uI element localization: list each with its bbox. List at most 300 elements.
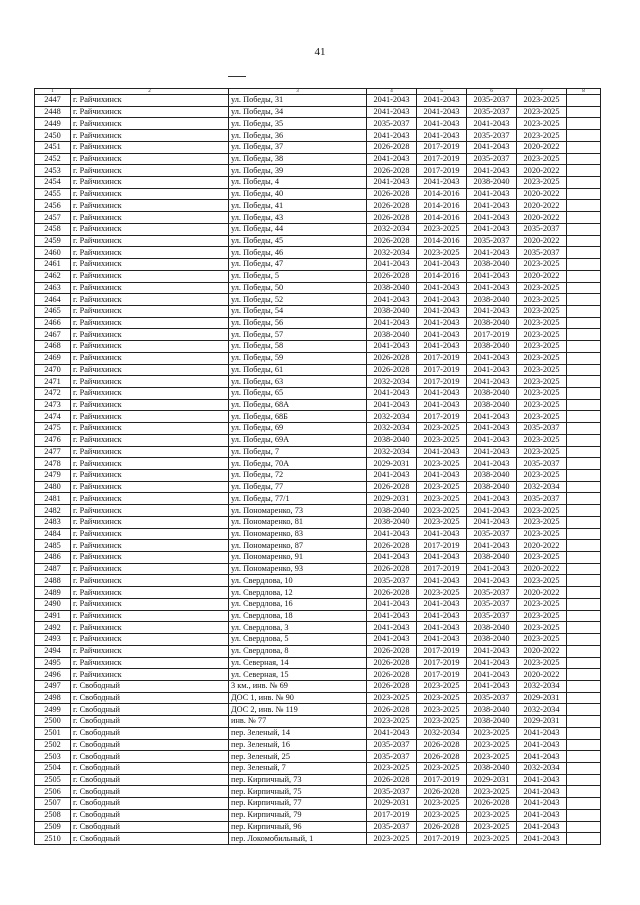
period-col6: 2035-2037 (467, 528, 517, 540)
period-col6: 2041-2043 (467, 223, 517, 235)
period-col6: 2038-2040 (467, 704, 517, 716)
period-col5: 2026-2028 (417, 739, 467, 751)
period-col5: 2023-2025 (417, 716, 467, 728)
col8-empty (567, 387, 601, 399)
table-row (35, 259, 601, 271)
period-col4: 2026-2028 (367, 200, 417, 212)
col8-empty (567, 481, 601, 493)
col8-empty (567, 563, 601, 575)
period-col6: 2038-2040 (467, 387, 517, 399)
settlement: г. Райчихинск (71, 446, 229, 458)
period-col4: 2038-2040 (367, 329, 417, 341)
settlement: г. Райчихинск (71, 270, 229, 282)
period-col4: 2035-2037 (367, 786, 417, 798)
period-col6: 2041-2043 (467, 141, 517, 153)
col8-empty (567, 786, 601, 798)
col8-empty (567, 540, 601, 552)
period-col7: 2023-2025 (517, 130, 567, 142)
col8-empty (567, 259, 601, 271)
settlement: г. Райчихинск (71, 598, 229, 610)
period-col7: 2023-2025 (517, 411, 567, 423)
table-row (35, 821, 601, 833)
settlement: г. Райчихинск (71, 212, 229, 224)
row-number: 2490 (35, 598, 71, 610)
settlement: г. Райчихинск (71, 481, 229, 493)
col8-empty (567, 634, 601, 646)
period-col4: 2041-2043 (367, 341, 417, 353)
table-row (35, 130, 601, 142)
period-col5: 2023-2025 (417, 692, 467, 704)
row-number: 2508 (35, 809, 71, 821)
address: ул. Победы, 61 (229, 364, 367, 376)
period-col6: 2041-2043 (467, 423, 517, 435)
row-number: 2463 (35, 282, 71, 294)
settlement: г. Райчихинск (71, 95, 229, 107)
address: ул. Победы, 68Б (229, 411, 367, 423)
period-col5: 2041-2043 (417, 317, 467, 329)
period-col6: 2038-2040 (467, 481, 517, 493)
address: ул. Победы, 47 (229, 259, 367, 271)
settlement: г. Свободный (71, 716, 229, 728)
period-col5: 2017-2019 (417, 411, 467, 423)
table-row (35, 727, 601, 739)
address: ул. Победы, 4 (229, 177, 367, 189)
table-row (35, 446, 601, 458)
period-col7: 2023-2025 (517, 575, 567, 587)
row-number: 2495 (35, 657, 71, 669)
address: ул. Победы, 52 (229, 294, 367, 306)
row-number: 2502 (35, 739, 71, 751)
col8-empty (567, 423, 601, 435)
table-row (35, 716, 601, 728)
period-col4: 2041-2043 (367, 294, 417, 306)
table-row (35, 481, 601, 493)
col8-empty (567, 704, 601, 716)
address: ул. Победы, 31 (229, 95, 367, 107)
period-col4: 2026-2028 (367, 540, 417, 552)
row-number: 2459 (35, 235, 71, 247)
address: ул. Победы, 41 (229, 200, 367, 212)
table-row (35, 774, 601, 786)
table-row (35, 563, 601, 575)
period-col5: 2014-2016 (417, 235, 467, 247)
period-col4: 2017-2019 (367, 809, 417, 821)
table-row (35, 305, 601, 317)
table-row (35, 575, 601, 587)
period-col7: 2023-2025 (517, 657, 567, 669)
period-col7: 2023-2025 (517, 341, 567, 353)
row-number: 2500 (35, 716, 71, 728)
period-col5: 2041-2043 (417, 634, 467, 646)
row-number: 2456 (35, 200, 71, 212)
settlement: г. Свободный (71, 762, 229, 774)
period-col6: 2038-2040 (467, 470, 517, 482)
period-col5: 2041-2043 (417, 329, 467, 341)
period-col7: 2023-2025 (517, 505, 567, 517)
column-number: 6 (467, 89, 517, 95)
address: пер. Кирпичный, 75 (229, 786, 367, 798)
col8-empty (567, 657, 601, 669)
period-col7: 2041-2043 (517, 774, 567, 786)
period-col4: 2026-2028 (367, 704, 417, 716)
period-col7: 2023-2025 (517, 376, 567, 388)
period-col7: 2023-2025 (517, 317, 567, 329)
period-col5: 2017-2019 (417, 833, 467, 845)
period-col4: 2041-2043 (367, 552, 417, 564)
row-number: 2464 (35, 294, 71, 306)
col8-empty (567, 751, 601, 763)
period-col7: 2023-2025 (517, 329, 567, 341)
period-col6: 2038-2040 (467, 716, 517, 728)
row-number: 2451 (35, 141, 71, 153)
period-col6: 2041-2043 (467, 247, 517, 259)
period-col6: 2038-2040 (467, 552, 517, 564)
period-col5: 2017-2019 (417, 540, 467, 552)
period-col4: 2041-2043 (367, 727, 417, 739)
period-col4: 2041-2043 (367, 317, 417, 329)
period-col5: 2017-2019 (417, 645, 467, 657)
settlement: г. Райчихинск (71, 657, 229, 669)
period-col4: 2026-2028 (367, 774, 417, 786)
row-number: 2469 (35, 352, 71, 364)
address: ул. Победы, 40 (229, 188, 367, 200)
address: ул. Свердлова, 12 (229, 587, 367, 599)
col8-empty (567, 552, 601, 564)
row-number: 2491 (35, 610, 71, 622)
address: пер. Кирпичный, 96 (229, 821, 367, 833)
period-col5: 2014-2016 (417, 200, 467, 212)
col8-empty (567, 364, 601, 376)
period-col5: 2041-2043 (417, 399, 467, 411)
period-col6: 2035-2037 (467, 587, 517, 599)
address: ул. Победы, 45 (229, 235, 367, 247)
period-col4: 2038-2040 (367, 505, 417, 517)
col8-empty (567, 669, 601, 681)
table-row (35, 341, 601, 353)
row-number: 2485 (35, 540, 71, 552)
col8-empty (567, 317, 601, 329)
period-col7: 2023-2025 (517, 294, 567, 306)
settlement: г. Райчихинск (71, 223, 229, 235)
settlement: г. Райчихинск (71, 200, 229, 212)
row-number: 2504 (35, 762, 71, 774)
period-col5: 2041-2043 (417, 622, 467, 634)
address: ул. Пономаренко, 83 (229, 528, 367, 540)
settlement: г. Райчихинск (71, 118, 229, 130)
table-row (35, 270, 601, 282)
period-col7: 2041-2043 (517, 727, 567, 739)
period-col6: 2041-2043 (467, 669, 517, 681)
settlement: г. Райчихинск (71, 247, 229, 259)
table-row (35, 680, 601, 692)
period-col6: 2041-2043 (467, 434, 517, 446)
table-row (35, 200, 601, 212)
table-row (35, 352, 601, 364)
period-col5: 2041-2043 (417, 598, 467, 610)
period-col7: 2020-2022 (517, 669, 567, 681)
period-col7: 2032-2034 (517, 680, 567, 692)
period-col4: 2026-2028 (367, 165, 417, 177)
period-col6: 2041-2043 (467, 575, 517, 587)
period-col7: 2023-2025 (517, 622, 567, 634)
table-row (35, 610, 601, 622)
address: ул. Победы, 50 (229, 282, 367, 294)
period-col7: 2023-2025 (517, 118, 567, 130)
period-col5: 2023-2025 (417, 505, 467, 517)
table-row (35, 692, 601, 704)
column-number: 7 (517, 89, 567, 95)
row-number: 2479 (35, 470, 71, 482)
row-number: 2478 (35, 458, 71, 470)
row-number: 2507 (35, 798, 71, 810)
table-row (35, 622, 601, 634)
address: ул. Победы, 36 (229, 130, 367, 142)
col8-empty (567, 680, 601, 692)
table-row (35, 657, 601, 669)
table-row (35, 493, 601, 505)
period-col5: 2023-2025 (417, 587, 467, 599)
table-row (35, 434, 601, 446)
row-number: 2472 (35, 387, 71, 399)
settlement: г. Райчихинск (71, 329, 229, 341)
period-col5: 2017-2019 (417, 376, 467, 388)
address: ул. Победы, 5 (229, 270, 367, 282)
period-col6: 2023-2025 (467, 727, 517, 739)
period-col4: 2035-2037 (367, 739, 417, 751)
col8-empty (567, 106, 601, 118)
period-col5: 2023-2025 (417, 458, 467, 470)
period-col4: 2026-2028 (367, 645, 417, 657)
period-col5: 2026-2028 (417, 821, 467, 833)
period-col5: 2017-2019 (417, 153, 467, 165)
col8-empty (567, 188, 601, 200)
col8-empty (567, 282, 601, 294)
period-col4: 2023-2025 (367, 833, 417, 845)
col8-empty (567, 739, 601, 751)
col8-empty (567, 212, 601, 224)
address: ул. Свердлова, 8 (229, 645, 367, 657)
period-col4: 2032-2034 (367, 411, 417, 423)
col8-empty (567, 294, 601, 306)
period-col5: 2023-2025 (417, 247, 467, 259)
table-row (35, 153, 601, 165)
row-number: 2503 (35, 751, 71, 763)
col8-empty (567, 270, 601, 282)
settlement: г. Свободный (71, 727, 229, 739)
col8-empty (567, 153, 601, 165)
period-col4: 2026-2028 (367, 235, 417, 247)
col8-empty (567, 141, 601, 153)
period-col7: 2020-2022 (517, 141, 567, 153)
settlement: г. Свободный (71, 680, 229, 692)
row-number: 2457 (35, 212, 71, 224)
period-col7: 2023-2025 (517, 282, 567, 294)
row-number: 2487 (35, 563, 71, 575)
address: ул. Победы, 72 (229, 470, 367, 482)
period-col6: 2035-2037 (467, 130, 517, 142)
col8-empty (567, 762, 601, 774)
row-number: 2486 (35, 552, 71, 564)
col8-empty (567, 598, 601, 610)
table-row (35, 540, 601, 552)
period-col4: 2026-2028 (367, 212, 417, 224)
settlement: г. Свободный (71, 774, 229, 786)
period-col6: 2041-2043 (467, 657, 517, 669)
period-col5: 2041-2043 (417, 446, 467, 458)
address: ул. Победы, 7 (229, 446, 367, 458)
period-col7: 2023-2025 (517, 610, 567, 622)
period-col5: 2041-2043 (417, 259, 467, 271)
period-col7: 2035-2037 (517, 493, 567, 505)
settlement: г. Райчихинск (71, 364, 229, 376)
settlement: г. Райчихинск (71, 587, 229, 599)
period-col6: 2041-2043 (467, 200, 517, 212)
table-row (35, 329, 601, 341)
period-col4: 2032-2034 (367, 423, 417, 435)
period-col4: 2035-2037 (367, 821, 417, 833)
row-number: 2460 (35, 247, 71, 259)
period-col4: 2023-2025 (367, 762, 417, 774)
table-row (35, 376, 601, 388)
address: пер. Зеленый, 25 (229, 751, 367, 763)
period-col7: 2023-2025 (517, 598, 567, 610)
row-number: 2477 (35, 446, 71, 458)
scan-mark (228, 76, 246, 77)
period-col7: 2020-2022 (517, 235, 567, 247)
period-col6: 2023-2025 (467, 809, 517, 821)
period-col6: 2041-2043 (467, 305, 517, 317)
settlement: г. Райчихинск (71, 235, 229, 247)
address: ул. Победы, 39 (229, 165, 367, 177)
period-col6: 2041-2043 (467, 118, 517, 130)
address: ул. Пономаренко, 73 (229, 505, 367, 517)
col8-empty (567, 727, 601, 739)
period-col6: 2035-2037 (467, 692, 517, 704)
col8-empty (567, 493, 601, 505)
address: ул. Победы, 56 (229, 317, 367, 329)
row-number: 2448 (35, 106, 71, 118)
period-col4: 2035-2037 (367, 118, 417, 130)
period-col5: 2014-2016 (417, 212, 467, 224)
period-col5: 2041-2043 (417, 610, 467, 622)
col8-empty (567, 95, 601, 107)
period-col6: 2038-2040 (467, 294, 517, 306)
period-col7: 2020-2022 (517, 270, 567, 282)
period-col7: 2041-2043 (517, 739, 567, 751)
settlement: г. Райчихинск (71, 470, 229, 482)
period-col6: 2017-2019 (467, 329, 517, 341)
table-row (35, 177, 601, 189)
settlement: г. Райчихинск (71, 141, 229, 153)
row-number: 2467 (35, 329, 71, 341)
period-col5: 2041-2043 (417, 528, 467, 540)
settlement: г. Райчихинск (71, 294, 229, 306)
col8-empty (567, 528, 601, 540)
settlement: г. Райчихинск (71, 540, 229, 552)
period-col4: 2026-2028 (367, 270, 417, 282)
column-number: 5 (417, 89, 467, 95)
table-row (35, 282, 601, 294)
table-row (35, 786, 601, 798)
col8-empty (567, 177, 601, 189)
settlement: г. Райчихинск (71, 341, 229, 353)
period-col5: 2023-2025 (417, 680, 467, 692)
address: ул. Победы, 34 (229, 106, 367, 118)
period-col4: 2026-2028 (367, 364, 417, 376)
period-col6: 2041-2043 (467, 165, 517, 177)
period-col6: 2035-2037 (467, 610, 517, 622)
period-col5: 2041-2043 (417, 341, 467, 353)
row-number: 2462 (35, 270, 71, 282)
period-col7: 2023-2025 (517, 470, 567, 482)
col8-empty (567, 809, 601, 821)
address: ул. Пономаренко, 81 (229, 516, 367, 528)
period-col7: 2023-2025 (517, 516, 567, 528)
period-col4: 2032-2034 (367, 223, 417, 235)
col8-empty (567, 587, 601, 599)
period-col4: 2041-2043 (367, 528, 417, 540)
column-number: 2 (71, 89, 229, 95)
period-col4: 2032-2034 (367, 446, 417, 458)
period-col4: 2038-2040 (367, 516, 417, 528)
period-col4: 2032-2034 (367, 247, 417, 259)
settlement: г. Райчихинск (71, 411, 229, 423)
address: пер. Кирпичный, 77 (229, 798, 367, 810)
settlement: г. Райчихинск (71, 458, 229, 470)
table-body (35, 95, 601, 845)
period-col7: 2041-2043 (517, 833, 567, 845)
address: ул. Свердлова, 18 (229, 610, 367, 622)
settlement: г. Свободный (71, 786, 229, 798)
period-col5: 2041-2043 (417, 130, 467, 142)
period-col5: 2023-2025 (417, 809, 467, 821)
address: ул. Победы, 38 (229, 153, 367, 165)
period-col6: 2038-2040 (467, 634, 517, 646)
period-col7: 2023-2025 (517, 106, 567, 118)
address: ул. Победы, 46 (229, 247, 367, 259)
period-col5: 2023-2025 (417, 223, 467, 235)
period-col6: 2023-2025 (467, 786, 517, 798)
settlement: г. Свободный (71, 692, 229, 704)
address: ул. Северная, 15 (229, 669, 367, 681)
table-row (35, 587, 601, 599)
row-number: 2465 (35, 305, 71, 317)
settlement: г. Райчихинск (71, 317, 229, 329)
period-col6: 2041-2043 (467, 516, 517, 528)
period-col7: 2023-2025 (517, 305, 567, 317)
period-col6: 2041-2043 (467, 376, 517, 388)
period-col6: 2035-2037 (467, 598, 517, 610)
row-number: 2505 (35, 774, 71, 786)
period-col7: 2023-2025 (517, 446, 567, 458)
period-col5: 2023-2025 (417, 516, 467, 528)
period-col7: 2029-2031 (517, 692, 567, 704)
address: ул. Победы, 35 (229, 118, 367, 130)
period-col4: 2041-2043 (367, 177, 417, 189)
col8-empty (567, 352, 601, 364)
period-col5: 2014-2016 (417, 188, 467, 200)
table-row (35, 387, 601, 399)
period-col6: 2041-2043 (467, 188, 517, 200)
address: пер. Кирпичный, 73 (229, 774, 367, 786)
row-number: 2447 (35, 95, 71, 107)
period-col7: 2023-2025 (517, 153, 567, 165)
row-number: 2449 (35, 118, 71, 130)
period-col5: 2017-2019 (417, 352, 467, 364)
period-col6: 2038-2040 (467, 762, 517, 774)
period-col7: 2023-2025 (517, 364, 567, 376)
row-number: 2496 (35, 669, 71, 681)
